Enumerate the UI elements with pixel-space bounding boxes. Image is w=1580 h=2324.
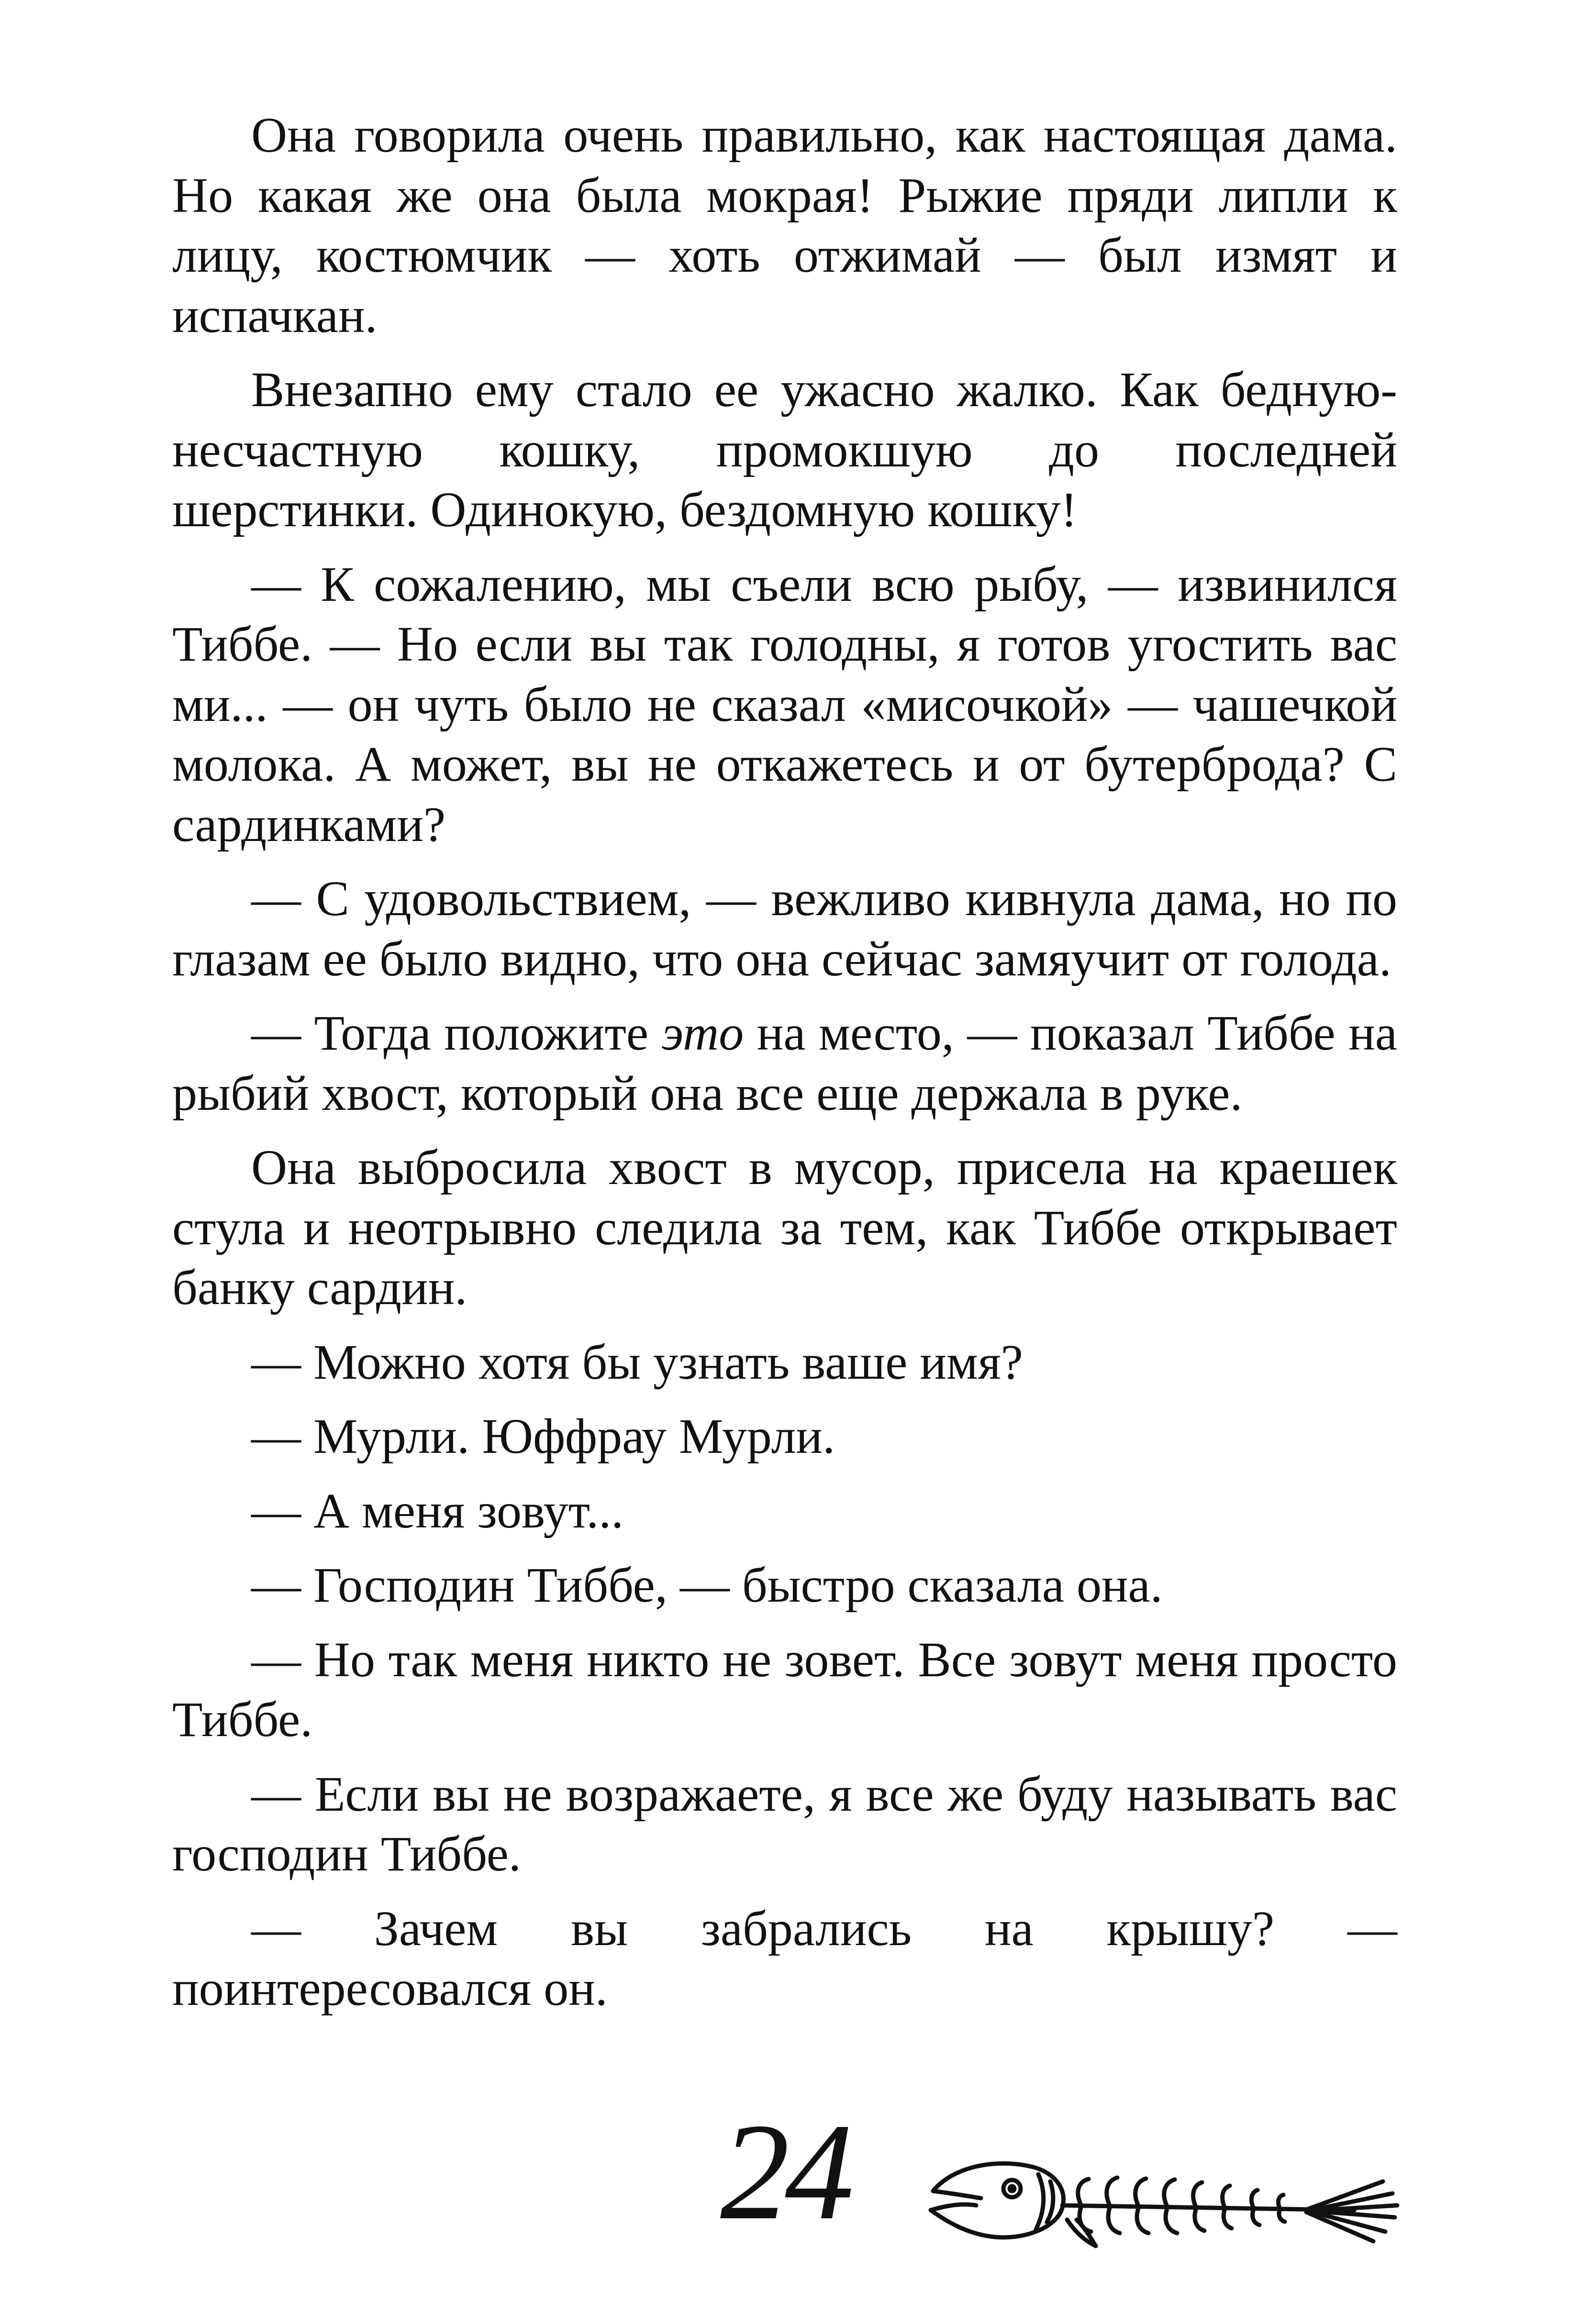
paragraph-12: — Если вы не возражаете, я все же буду называть вас господин Тиббе. <box>172 1766 1397 1881</box>
paragraph-3: — К сожалению, мы съели всю рыбу, — извинился Тиббе. — Но если вы так голодны, я готов угостить вас ми... — он чуть было не сказал «мисочкой» — чашечкой молока. А может, вы не откажетесь и от бутерброда? С сардинками? <box>172 556 1397 852</box>
paragraph-5 <box>172 1003 1397 1123</box>
paragraph-8: — Мурли. Юффрау Мурли. <box>251 1409 835 1464</box>
paragraph-4: — С удовольствием, — вежливо кивнула дама, но по глазам ее было видно, что она сейчас замяучит от голода. <box>172 871 1397 986</box>
paragraph-5-italic: это <box>661 1006 744 1061</box>
paragraph-13: — Зачем вы забрались на крышу? — поинтересовался он. <box>172 1901 1397 2016</box>
paragraph-1: Она говорила очень правильно, как настоящая дама. Но какая же она была мокрая! Рыжие пряди липли к лицу, костюмчик — хоть отжимай — был измят и испачкан. <box>172 108 1397 343</box>
paragraph-7: — Можно хотя бы узнать ваше имя? <box>251 1334 1023 1390</box>
paragraph-5-before: — Тогда положите <box>251 1006 662 1061</box>
paragraph-11: — Но так меня никто не зовет. Все зовут меня просто Тиббе. <box>172 1632 1397 1747</box>
page-number: 24 <box>720 2095 849 2248</box>
paragraph-5-after: на место, — показал Тиббе на рыбий хвост, который она все еще держала в руке. <box>172 1006 1397 1121</box>
fish-skeleton-icon <box>924 2138 1402 2263</box>
paragraph-2: Внезапно ему стало ее ужасно жалко. Как бедную-несчастную кошку, промокшую до последней шерстинки. Одинокую, бездомную кошку! <box>172 362 1397 537</box>
paragraph-6: Она выбросила хвост в мусор, присела на краешек стула и неотрывно следила за тем, как Тиббе открывает банку сардин. <box>172 1140 1397 1315</box>
paragraph-9: — А меня зовут... <box>251 1483 624 1538</box>
paragraph-10: — Господин Тиббе, — быстро сказала она. <box>251 1558 1163 1613</box>
body-text <box>172 105 1397 2033</box>
